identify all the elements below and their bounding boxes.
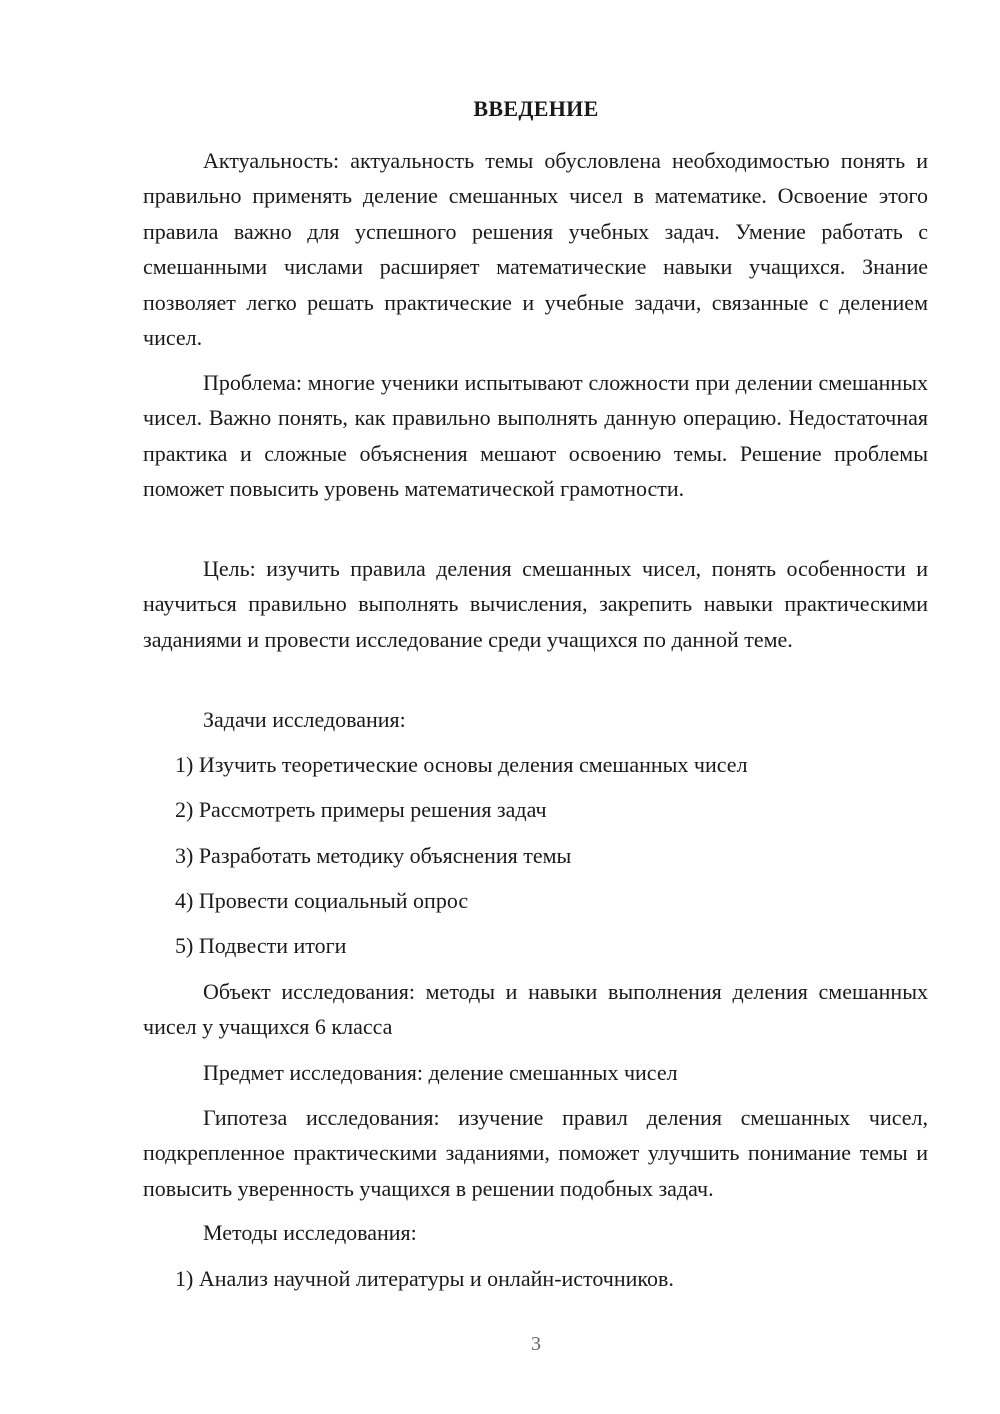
page-number: 3 — [531, 1333, 541, 1355]
method-item-1: 1) Анализ научной литературы и онлайн-источников. — [175, 1266, 674, 1291]
task-item-5: 5) Подвести итоги — [175, 933, 347, 958]
task-item-3: 3) Разработать методику объяснения темы — [175, 843, 572, 868]
problem-paragraph: Проблема: многие ученики испытывают сложности при делении смешанных чисел. Важно понять, как правильно выполнять данную операцию. Недостаточная практика и сложные объяснения мешают освоению темы. Решение проблемы поможет повысить уровень математической грамотности. — [143, 370, 928, 502]
task-item-4: 4) Провести социальный опрос — [175, 888, 469, 913]
tasks-heading: Задачи исследования: — [203, 707, 406, 732]
page-title: ВВЕДЕНИЕ — [473, 96, 599, 121]
subject-line: Предмет исследования: деление смешанных чисел — [203, 1060, 678, 1085]
goal-paragraph: Цель: изучить правила деления смешанных чисел, понять особенности и научиться правильно выполнять вычисления, закрепить навыки практическими заданиями и провести исследование среди учащихся по данной теме. — [143, 556, 928, 652]
relevance-paragraph: Актуальность: актуальность темы обусловлена необходимостью понять и правильно применять деление смешанных чисел в математике. Освоение этого правила важно для успешного решения учебных задач. Умение работать с смешанными числами расширяет математические навыки учащихся. Знание позволяет легко решать практические и учебные задачи, связанные с делением чисел. — [143, 148, 928, 351]
object-paragraph: Объект исследования: методы и навыки выполнения деления смешанных чисел у учащихся 6 класса — [143, 979, 928, 1040]
task-item-2: 2) Рассмотреть примеры решения задач — [175, 797, 547, 822]
methods-heading: Методы исследования: — [203, 1220, 417, 1245]
task-item-1: 1) Изучить теоретические основы деления смешанных чисел — [175, 752, 748, 777]
hypothesis-paragraph: Гипотеза исследования: изучение правил деления смешанных чисел, подкрепленное практическими заданиями, поможет улучшить понимание темы и повысить уверенность учащихся в решении подобных задач. — [143, 1105, 928, 1201]
